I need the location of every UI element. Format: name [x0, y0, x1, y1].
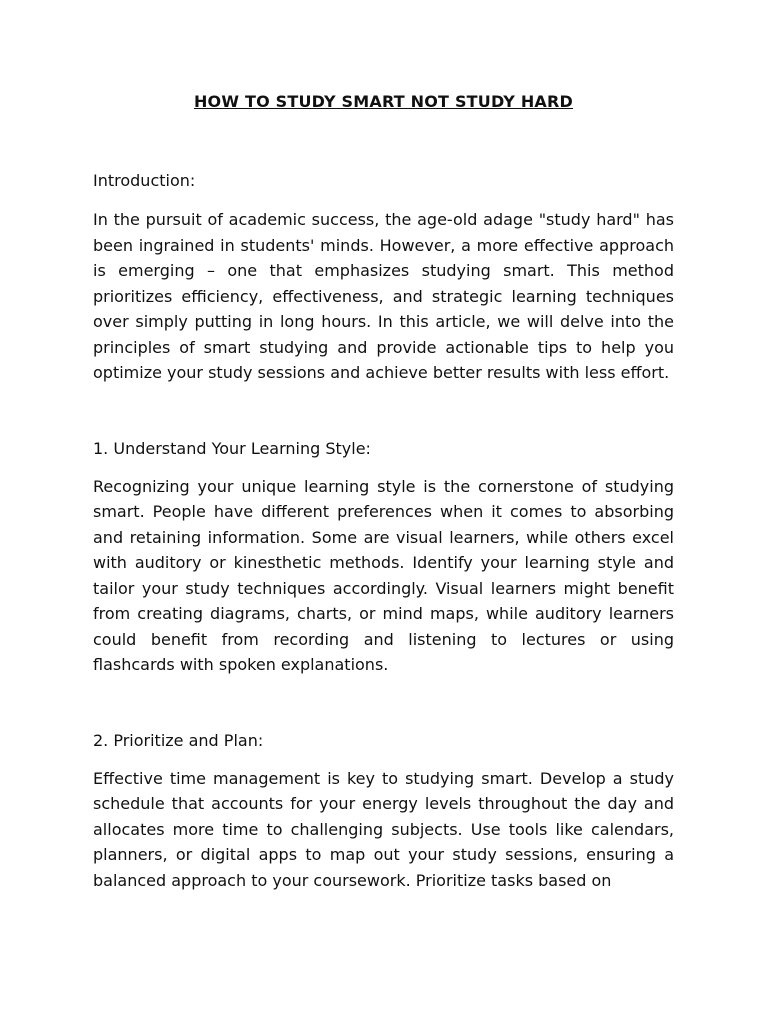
introduction-paragraph: In the pursuit of academic success, the age-old adage "study hard" has been ingrained in students' minds. However, a more effective approach is emerging – one that emphasizes studying smart. This method prioritizes efficiency, effectiveness, and strategic learning techniques over simply putting in long hours. In this article, we will delve into the principles of smart studying and provide actionable tips to help you optimize your study sessions and achieve better results with less effort.	[93, 210, 674, 382]
section-1-paragraph: Recognizing your unique learning style is the cornerstone of studying smart. People have different preferences when it comes to absorbing and retaining information. Some are visual learners, while others excel with auditory or kinesthetic methods. Identify your learning style and tailor your study techniques accordingly. Visual learners might benefit from creating diagrams, charts, or mind maps, while auditory learners could benefit from recording and listening to lectures or using flashcards with spoken explanations.	[93, 476, 674, 674]
section-2-paragraph: Effective time management is key to studying smart. Develop a study schedule that accounts for your energy levels throughout the day and allocates more time to challenging subjects. Use tools like calendars, planners, or digital apps to map out your study sessions, ensuring a balanced approach to your coursework. Prioritize tasks based on	[93, 768, 674, 890]
document-title: HOW TO STUDY SMART NOT STUDY HARD	[193, 92, 574, 111]
introduction-heading: Introduction:	[93, 171, 196, 190]
section-1-heading: 1. Understand Your Learning Style:	[93, 438, 371, 458]
section-2-heading: 2. Prioritize and Plan:	[93, 730, 264, 750]
